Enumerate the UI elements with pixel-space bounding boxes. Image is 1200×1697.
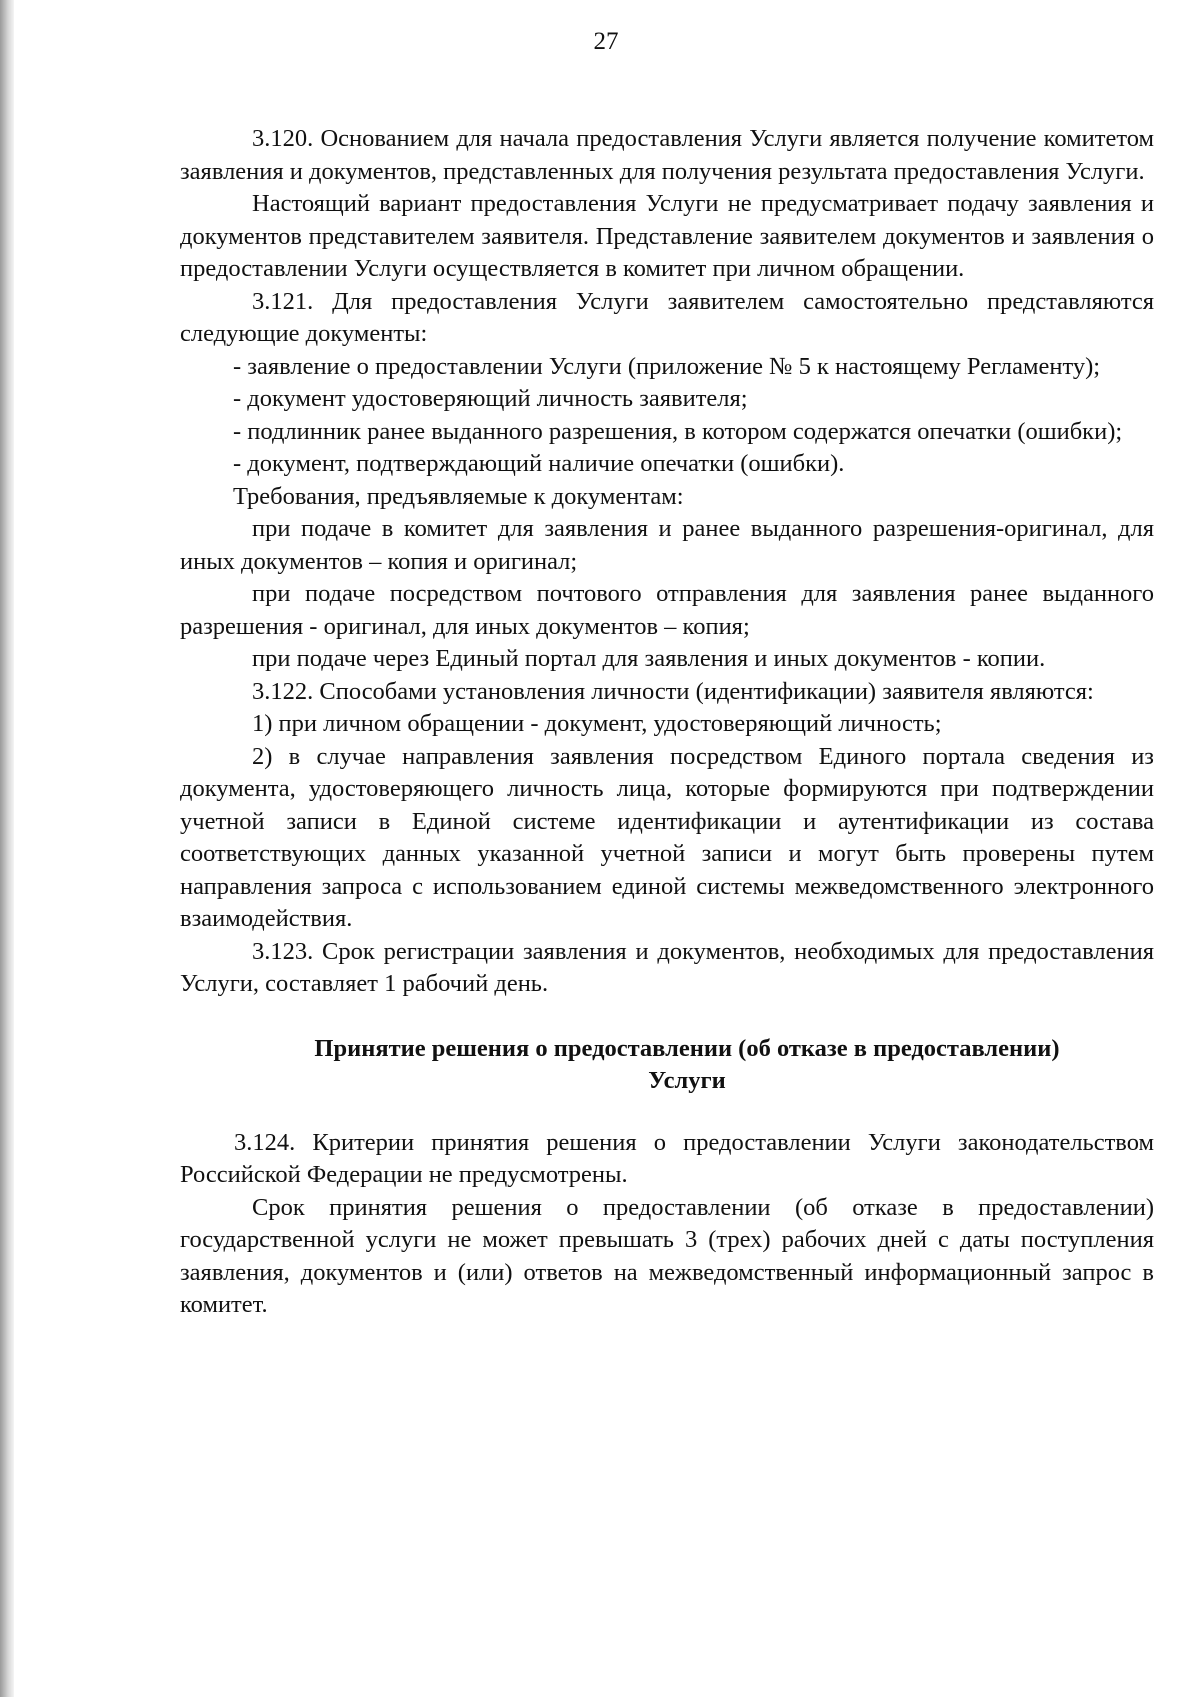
list-item: - документ, подтверждающий наличие опечатки (ошибки). <box>233 450 845 477</box>
paragraph-representative: Настоящий вариант предоставления Услуги не предусматривает подачу заявления и документов представителем заявителя. Представление заявителем документов и заявления о предоставлении Услуги осуществляется в комитет при личном обращении. <box>180 190 1154 282</box>
identification-item: 2) в случае направления заявления посредством Единого портала сведения из документа, удостоверяющего личность лица, которые формируются при подтверждении учетной записи в Единой системе идентификации и аутентификации из состава соответствующих данных указанной учетной записи и могут быть проверены путем направления запроса с использованием единой системы межведомственного электронного взаимодействия. <box>180 742 1154 932</box>
paragraph-decision-term: Срок принятия решения о предоставлении (об отказе в предоставлении) государственной услуги не может превышать 3 (трех) рабочих дней с даты поступления заявления, документов и (или) ответов на межведомственный информационный запрос в комитет. <box>180 1193 1154 1318</box>
section-heading-line: Услуги <box>648 1066 726 1094</box>
document-body <box>180 123 1154 1322</box>
requirements-title: Требования, предъявляемые к документам: <box>233 482 684 510</box>
page-number: 27 <box>593 28 619 55</box>
requirement-item: при подаче в комитет для заявления и ранее выданного разрешения-оригинал, для иных документов – копия и оригинал; <box>180 515 1154 575</box>
scan-edge-shadow <box>0 0 14 1697</box>
section-heading <box>180 1033 1154 1097</box>
paragraph-3-124: 3.124. Критерии принятия решения о предоставлении Услуги законодательством Российской Федерации не предусмотрены. <box>180 1128 1154 1188</box>
paragraph-3-121: 3.121. Для предоставления Услуги заявителем самостоятельно представляются следующие документы: <box>180 287 1154 347</box>
list-item: - подлинник ранее выданного разрешения, в котором содержатся опечатки (ошибки); <box>233 417 1123 445</box>
paragraph-3-122: 3.122. Способами установления личности (идентификации) заявителя являются: <box>252 677 1094 705</box>
requirement-item: при подаче через Единый портал для заявления и иных документов - копии. <box>252 645 1046 672</box>
paragraph-3-123: 3.123. Срок регистрации заявления и документов, необходимых для предоставления Услуги, составляет 1 рабочий день. <box>180 937 1154 997</box>
list-item: - документ удостоверяющий личность заявителя; <box>233 385 748 412</box>
requirement-item: при подаче посредством почтового отправления для заявления ранее выданного разрешения - оригинал, для иных документов – копия; <box>180 580 1154 640</box>
section-heading-line: Принятие решения о предоставлении (об отказе в предоставлении) <box>314 1034 1060 1062</box>
identification-item: 1) при личном обращении - документ, удостоверяющий личность; <box>252 710 942 737</box>
list-item: - заявление о предоставлении Услуги (приложение № 5 к настоящему Регламенту); <box>233 352 1101 380</box>
paragraph-3-120: 3.120. Основанием для начала предоставления Услуги является получение комитетом заявления и документов, представленных для получения результата предоставления Услуги. <box>180 125 1154 185</box>
